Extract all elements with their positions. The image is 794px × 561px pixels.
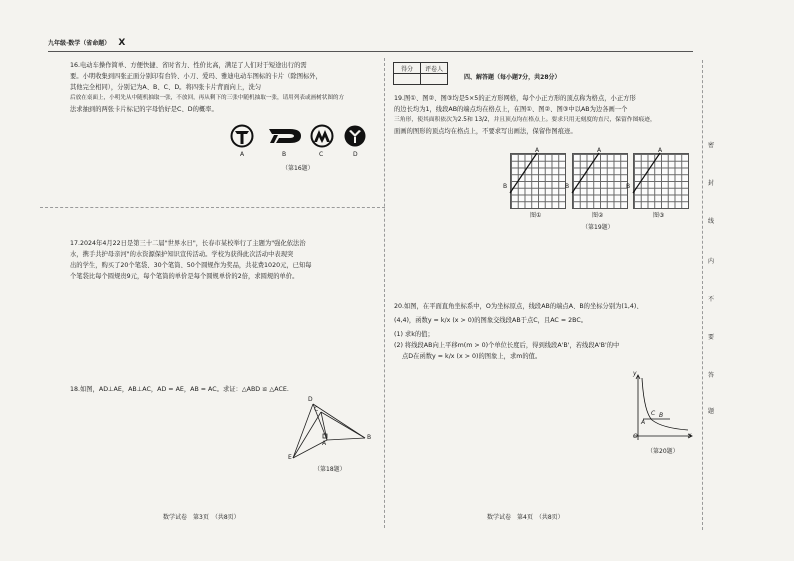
q19-line: 的边长均为1，线段AB的端点均在格点上，在图①、图②、图③中以AB为边各画一个 — [394, 106, 628, 113]
q20-line: (2) 将线段AB向上平移m(m > 0)个单位长度后，得到线段A'B'，若线段A'B'的中 — [394, 342, 620, 349]
page-divider-horizontal — [40, 207, 385, 208]
q20-line: 20.如图，在平面直角坐标系中，O为坐标原点，线段AB的端点A、B的坐标分别为(1,4)、 — [394, 303, 643, 310]
grid3-point-a: A — [658, 147, 663, 154]
seal-line — [702, 60, 703, 530]
grid-label-1: 图① — [530, 212, 542, 219]
q17-line: 水，携手共护母亲河"的水资源保护知识宣传活动。学校为获得此次活动中表现突 — [70, 251, 294, 258]
score-cell-label: 得分 — [394, 63, 421, 74]
page-divider — [384, 58, 385, 528]
grid2-point-b: B — [565, 183, 570, 190]
q18-point-b: B — [367, 434, 372, 441]
seal-char: 要 — [708, 334, 715, 341]
grid-segments — [505, 148, 695, 213]
seal-char: 答 — [708, 372, 715, 379]
q18-figure — [285, 398, 380, 460]
logo-label-a: A — [240, 151, 245, 158]
q20-point-a: A — [641, 419, 646, 426]
exam-code: X — [118, 38, 126, 48]
question-20 — [394, 301, 699, 362]
score-table — [393, 62, 448, 85]
seal-char: 题 — [708, 408, 715, 415]
score-input-cell[interactable] — [394, 74, 421, 85]
seal-char: 内 — [708, 258, 715, 265]
q17-line: 出的学生，购买了20个笔袋、30个笔筒、50个圆规作为奖品，共花费1020元，已知每 — [70, 262, 312, 269]
seal-char: 密 — [708, 142, 715, 149]
exam-header — [48, 38, 125, 48]
header-rule — [48, 51, 693, 52]
q20-line: (1) 求k的值； — [394, 331, 434, 338]
grid-label-3: 图③ — [653, 212, 665, 219]
seal-char: 线 — [708, 218, 715, 225]
q16-line: 16.电动车操作简单、方便快捷、省时省力、性价比高，满足了人们对于短途出行的需 — [70, 62, 307, 69]
page-footer-left: 数学试卷 第3页 （共8页） — [163, 514, 240, 521]
logo-label-d: D — [353, 151, 358, 158]
logo-b-icon — [268, 126, 302, 146]
question-16 — [70, 60, 370, 115]
q16-caption: （第16题） — [282, 165, 314, 172]
logo-label-b: B — [282, 151, 287, 158]
q20-point-b: B — [659, 412, 664, 419]
page-footer-right: 数学试卷 第4页 （共8页） — [487, 514, 564, 521]
grid2-point-a: A — [597, 147, 602, 154]
q19-caption: （第19题） — [582, 224, 614, 231]
q19-line: 三角形，使其面积依次为2.5和 13/2，并且顶点均在格点上。要求只用无刻度的直尺，保留作图痕迹， — [394, 117, 656, 123]
q17-line: 17.2024年4月22日是第三十二届"世界水日"，长春市某校举行了主题为"强化依法治 — [70, 240, 306, 247]
logo-c-icon — [310, 124, 334, 148]
q17-line: 个笔袋比每个圆规贵9元，每个笔筒的单价是每个圆规单价的2倍，求圆规的单价。 — [70, 273, 299, 280]
seal-char: 不 — [708, 296, 715, 303]
grader-input-cell[interactable] — [421, 74, 448, 85]
grade-subject-label: 九年级·数学（省命题） — [48, 40, 111, 47]
logo-label-c: C — [319, 151, 324, 158]
section-title: 四、解答题（每小题7分，共28分） — [464, 74, 561, 81]
q20-point-c: C — [651, 410, 656, 417]
q20-axis-y: y — [633, 370, 637, 377]
seal-char: 封 — [708, 180, 715, 187]
grid-label-2: 图② — [592, 212, 604, 219]
q16-line: 要。小明收集到四张正面分别印有台铃、小刀、爱玛、雅迪电动车图标的卡片（除图标外， — [70, 73, 322, 80]
q16-line: 其他完全相同），分别记为A、B、C、D。将四张卡片背面向上，洗匀 — [70, 84, 262, 91]
q20-figure — [630, 372, 695, 444]
q19-line: 19.图①、图②、图③均是5×5的正方形网格，每个小正方形的顶点称为格点，小正方形 — [394, 95, 636, 102]
logo-d-icon — [343, 124, 367, 148]
q18-point-d: D — [308, 396, 313, 403]
q20-origin: O — [633, 433, 638, 440]
q18-point-c: C — [314, 406, 319, 413]
grader-cell-label: 评卷人 — [421, 63, 448, 74]
q16-line: 后放在桌面上，小明先从中随机抽取一张，不放回，再从剩下的三张中随机抽取一张，请用列表或画树状图的方 — [70, 95, 345, 101]
q18-caption: （第18题） — [314, 466, 346, 473]
logo-a-icon — [230, 124, 254, 148]
question-18: 18.如图，AD⊥AE，AB⊥AC，AD = AE，AB = AC。求证：△ABD ≌ △ACE. — [70, 386, 289, 393]
q19-line: 面画的图形的顶点均在格点上，不要求写出画法，保留作图痕迹。 — [394, 128, 577, 135]
grid1-point-a: A — [535, 147, 540, 154]
q16-line: 法求抽到的两张卡片标记的字母恰好是C、D的概率。 — [70, 106, 218, 113]
q20-caption: （第20题） — [647, 448, 679, 455]
q20-line: 点D在函数y = k/x (x > 0)的图象上，求m的值。 — [402, 353, 542, 360]
q18-point-e: E — [288, 454, 292, 461]
grid3-point-b: B — [626, 183, 631, 190]
question-17 — [70, 238, 375, 282]
q18-point-a: A — [322, 440, 327, 447]
q20-line: (4,4)，函数y = k/x (x > 0)的图象交线段AB于点C，且AC = 2BC。 — [394, 317, 588, 324]
grid1-point-b: B — [503, 183, 508, 190]
question-19 — [394, 93, 699, 137]
q20-axis-x: x — [688, 432, 692, 439]
